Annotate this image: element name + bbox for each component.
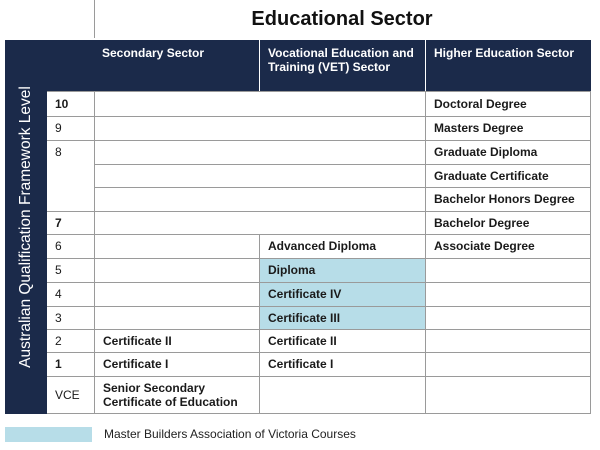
- level-label: 4: [55, 287, 62, 301]
- level-label: 7: [55, 215, 62, 230]
- vet-advanced-diploma-cell: Advanced Diploma: [268, 239, 377, 253]
- legend-swatch: [5, 427, 92, 442]
- header-higher-education-sector: Higher Education Sector: [434, 46, 575, 60]
- level-label: 2: [55, 333, 62, 348]
- legend-label: Master Builders Association of Victoria Courses: [104, 427, 356, 441]
- vet-certificate-ii-cell: Certificate II: [268, 333, 337, 348]
- secondary-certificate-i-cell: Certificate I: [103, 357, 169, 371]
- level-label: 6: [55, 239, 62, 253]
- level-label: 8: [55, 145, 62, 159]
- higher-graduate-certificate-cell: Graduate Certificate: [434, 168, 549, 183]
- header-divider: [259, 40, 260, 91]
- secondary-certificate-ii-cell: Certificate II: [103, 333, 172, 348]
- level-label: 3: [55, 310, 62, 325]
- side-axis-label: Australian Qualification Framework Level: [17, 86, 34, 368]
- header-vet-sector: Vocational Education and Training (VET) Sector: [268, 46, 414, 74]
- higher-graduate-diploma-cell: Graduate Diploma: [434, 145, 538, 159]
- header-secondary-sector: Secondary Sector: [102, 46, 205, 60]
- row-line: [47, 306, 591, 307]
- higher-associate-cell: Associate Degree: [434, 239, 535, 253]
- level-label: 9: [55, 121, 62, 135]
- vet-certificate-iii-cell: Certificate III: [260, 306, 425, 329]
- level-label: 1: [55, 357, 62, 371]
- secondary-ssce-cell: Senior Secondary Certificate of Education: [103, 381, 238, 409]
- higher-masters-cell: Masters Degree: [434, 121, 524, 135]
- level-label: 10: [55, 96, 69, 111]
- vet-diploma-cell: Diploma: [260, 258, 425, 282]
- higher-doctoral-cell: Doctoral Degree: [434, 96, 527, 111]
- vet-certificate-iv-cell: Certificate IV: [260, 282, 425, 306]
- higher-bachelor-cell: Bachelor Degree: [434, 215, 530, 230]
- vet-certificate-i-cell: Certificate I: [268, 357, 334, 371]
- header-divider: [425, 40, 426, 91]
- page-title: Educational Sector: [251, 8, 433, 30]
- row-line: [47, 282, 591, 283]
- column-line: [590, 91, 591, 414]
- column-line: [259, 234, 260, 414]
- level-label: VCE: [55, 388, 80, 402]
- row-line: [47, 258, 591, 259]
- higher-bachelor-honors-cell: Bachelor Honors Degree: [434, 192, 575, 206]
- level-label: 5: [55, 263, 62, 277]
